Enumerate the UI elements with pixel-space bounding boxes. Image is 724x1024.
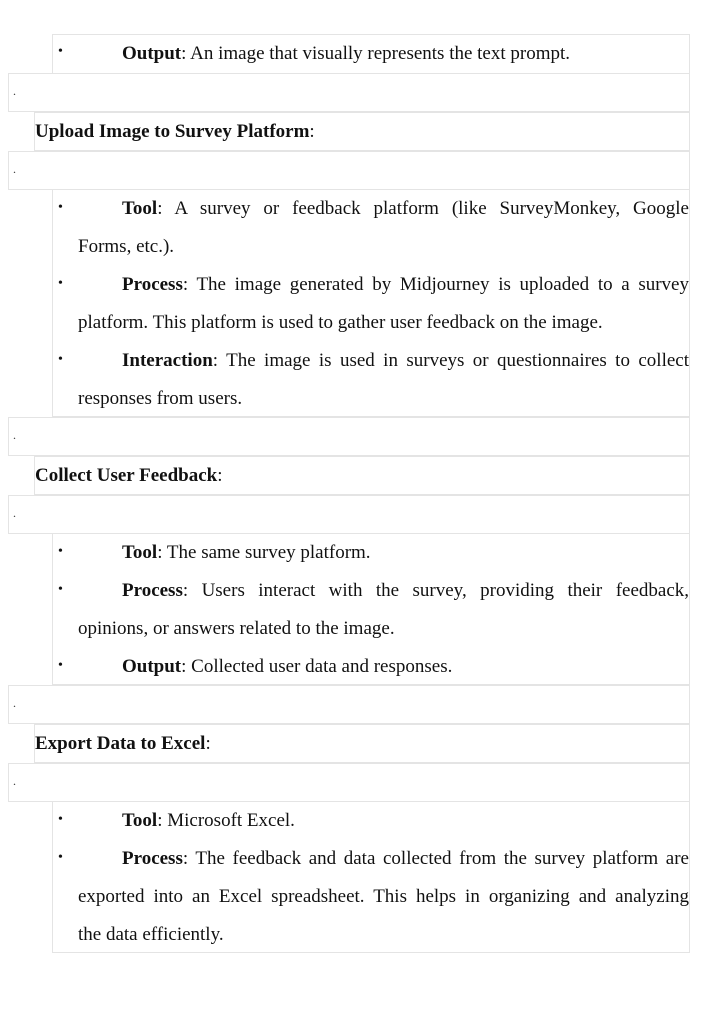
section-heading-upload: [34, 112, 690, 151]
item-text: : The image is used in surveys or questionnaires to collect: [212, 350, 689, 371]
item-label: Tool: [122, 542, 158, 563]
separator-dot: .: [13, 696, 16, 710]
separator-dot: .: [13, 428, 16, 442]
item-text: : Users interact with the survey, providing their feedback,: [182, 580, 689, 601]
item-text-cont: platform. This platform is used to gather user feedback on the image.: [78, 312, 603, 333]
bullet: •: [58, 352, 63, 367]
list-item-process: [78, 572, 689, 648]
heading-title: Export Data to Excel: [35, 733, 206, 754]
list-item-tool: [78, 534, 689, 572]
item-text-cont: opinions, or answers related to the image.: [78, 618, 395, 639]
separator-line: [8, 151, 690, 190]
list-item-tool: [78, 802, 689, 840]
list-item-tool: [78, 190, 689, 266]
item-text: : The image generated by Midjourney is uploaded to a survey: [182, 274, 689, 295]
separator-dot: .: [13, 162, 16, 176]
item-label: Process: [122, 580, 183, 601]
separator-dot: .: [13, 84, 16, 98]
bullet: •: [58, 200, 63, 215]
item-text: : An image that visually represents the text prompt.: [181, 43, 571, 64]
separator-line: [8, 495, 690, 534]
item-text-cont: the data efficiently.: [78, 924, 224, 945]
item-label: Interaction: [122, 350, 213, 371]
separator-dot: .: [13, 506, 16, 520]
item-label: Output: [122, 43, 182, 64]
separator-dot: .: [13, 774, 16, 788]
item-label: Tool: [122, 810, 158, 831]
heading-title: Collect User Feedback: [35, 465, 218, 486]
item-label: Process: [122, 274, 183, 295]
heading-colon: :: [217, 465, 223, 486]
separator-line: [8, 73, 690, 112]
list-item-interaction: [78, 342, 689, 418]
list-item-process: [78, 266, 689, 342]
item-text-cont: responses from users.: [78, 388, 243, 409]
section-heading-export: [34, 724, 690, 763]
item-text: : A survey or feedback platform (like SurveyMonkey, Google: [157, 198, 689, 219]
bullet: •: [58, 850, 63, 865]
bullet: •: [58, 582, 63, 597]
list-item-output: [78, 35, 689, 73]
item-label: Tool: [122, 198, 158, 219]
item-label: Process: [122, 848, 183, 869]
separator-line: [8, 685, 690, 724]
item-text: : The feedback and data collected from the survey platform are: [182, 848, 689, 869]
bullet: •: [58, 812, 63, 827]
bullet: •: [58, 544, 63, 559]
list-item-process: [78, 840, 689, 954]
bullet: •: [58, 44, 63, 59]
item-text: : Collected user data and responses.: [181, 656, 453, 677]
heading-colon: :: [309, 121, 315, 142]
item-text-cont: exported into an Excel spreadsheet. This helps in organizing and analyzing: [78, 886, 689, 907]
list-item-output: [78, 648, 689, 686]
section-heading-collect: [34, 456, 690, 495]
bullet: •: [58, 276, 63, 291]
bullet: •: [58, 658, 63, 673]
heading-colon: :: [205, 733, 211, 754]
item-label: Output: [122, 656, 182, 677]
item-text-cont: Forms, etc.).: [78, 236, 175, 257]
heading-title: Upload Image to Survey Platform: [35, 121, 310, 142]
separator-line: [8, 763, 690, 802]
item-text: : Microsoft Excel.: [157, 810, 295, 831]
separator-line: [8, 417, 690, 456]
item-text: : The same survey platform.: [157, 542, 371, 563]
